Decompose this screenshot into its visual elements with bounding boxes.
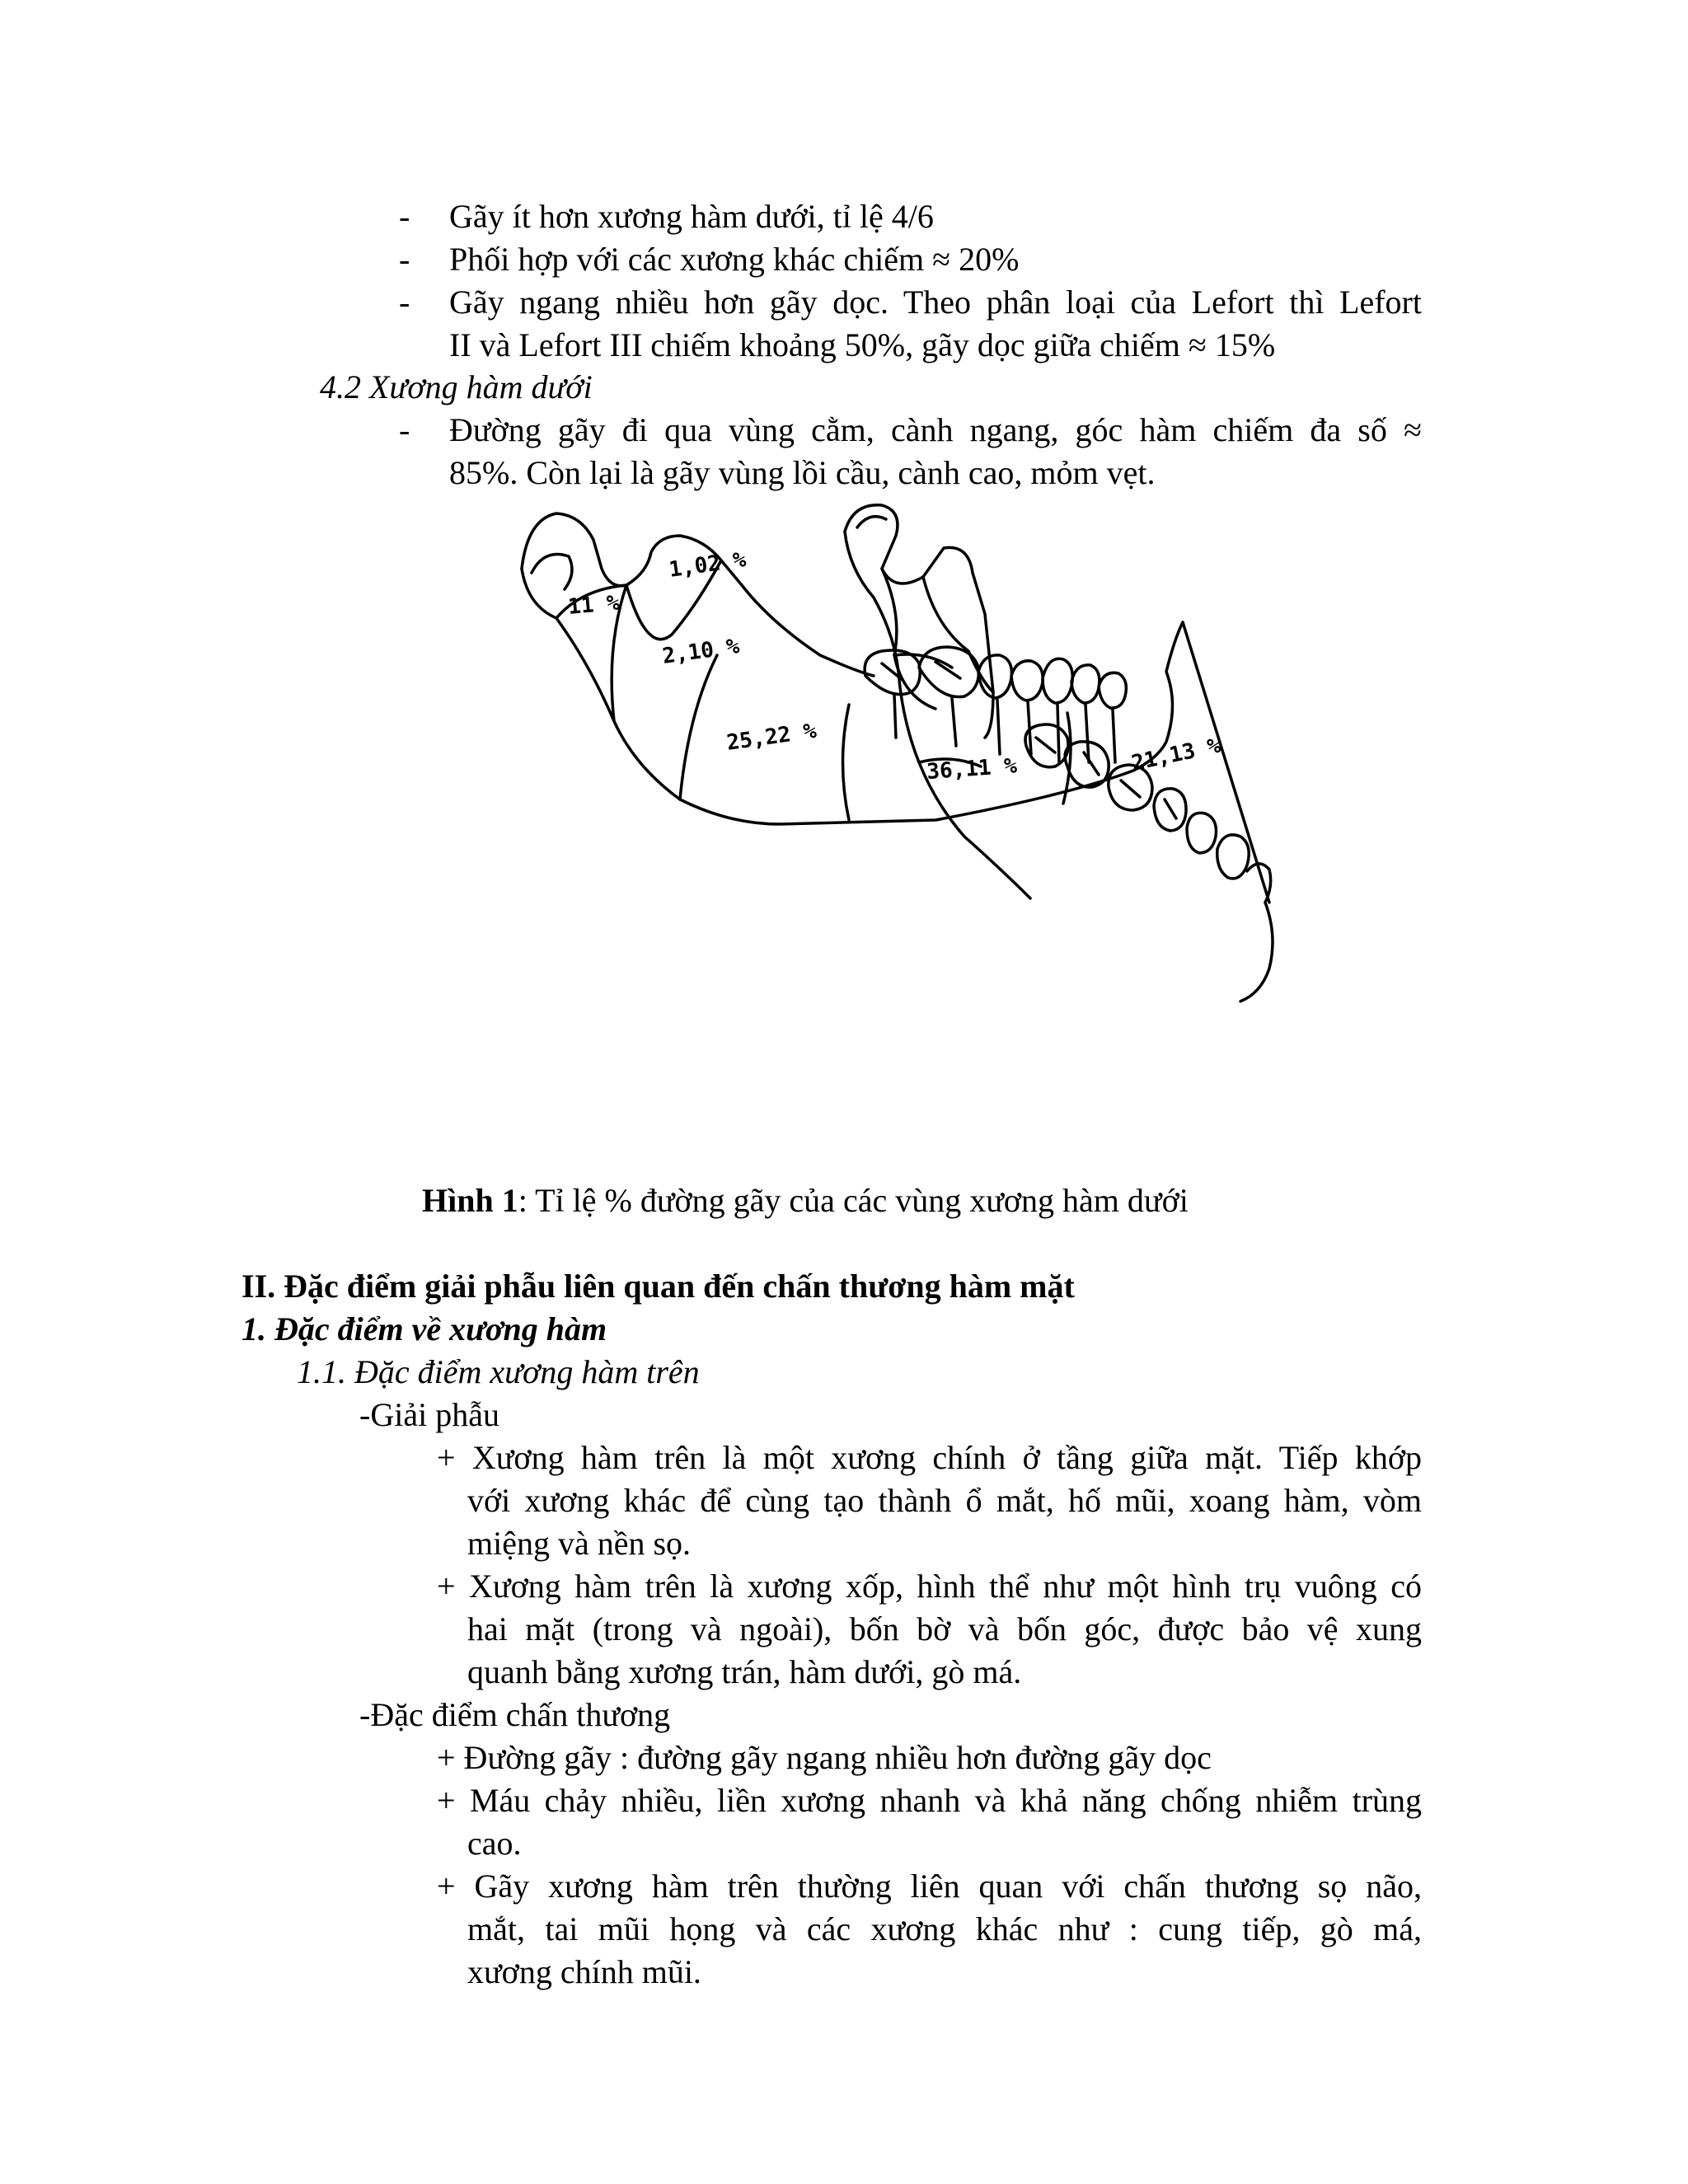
subsection-heading-mandible: 4.2 Xương hàm dưới <box>320 368 593 405</box>
anatomy-item-line: + Xương hàm trên là xương xốp, hình thể như một hình trụ vuông có <box>437 1568 1422 1605</box>
body-fracture-line-2 <box>843 705 850 820</box>
anatomy-item-line: miệng và nền sọ. <box>467 1525 692 1562</box>
bullet-dash: - <box>399 284 410 321</box>
mandible-front-chin <box>1183 622 1273 1001</box>
bullet-text: 85%. Còn lại là gãy vùng lồi cầu, cành cao, mỏm vẹt. <box>449 454 1156 491</box>
lower-premolar-2 <box>1011 661 1043 701</box>
lower-canine <box>1043 658 1072 703</box>
injury-heading: -Đặc điểm chấn thương <box>359 1696 671 1733</box>
bullet-dash: - <box>399 241 410 278</box>
anatomy-item-line: hai mặt (trong và ngoài), bốn bờ và bốn góc, được bảo vệ xung <box>467 1610 1422 1647</box>
figure-caption <box>422 1180 1189 1221</box>
injury-item-line: mắt, tai mũi họng và các xương khác như : cung tiếp, gò má, <box>467 1910 1422 1947</box>
label-ramus: 2,10 % <box>660 634 741 669</box>
anatomy-item-line: quanh bằng xương trán, hàm dưới, gò má. <box>467 1653 1022 1690</box>
injury-item-line: + Máu chảy nhiều, liền xương nhanh và khả năng chống nhiễm trùng <box>437 1782 1422 1819</box>
bullet-dash: - <box>399 198 410 235</box>
injury-item-line: + Đường gãy : đường gãy ngang nhiều hơn đường gãy dọc <box>437 1739 1212 1776</box>
right-ramus-front-edge <box>845 532 1030 898</box>
bullet-text: Gãy ít hơn xương hàm dưới, tỉ lệ 4/6 <box>449 198 934 235</box>
lower-incisor-2 <box>1099 673 1126 708</box>
bullet-text: II và Lefort III chiếm khoảng 50%, gãy dọc giữa chiếm ≈ 15% <box>449 326 1276 363</box>
bullet-text: Gãy ngang nhiều hơn gãy dọc. Theo phân loại của Lefort thì Lefort <box>449 284 1422 321</box>
figure-caption-label: Hình 1 <box>422 1182 518 1219</box>
label-angle: 25,22 % <box>724 718 818 756</box>
label-coronoid: 1,02 % <box>667 547 748 583</box>
mandible-fracture-figure <box>507 490 1286 1141</box>
bullet-text: Phối hợp với các xương khác chiếm ≈ 20% <box>449 241 1020 278</box>
bullet-dash: - <box>399 411 410 448</box>
anatomy-item-line: + Xương hàm trên là một xương chính ở tầng giữa mặt. Tiếp khớp <box>437 1439 1422 1476</box>
section-heading: II. Đặc điểm giải phẫu liên quan đến chấn thương hàm mặt <box>241 1268 1075 1305</box>
anatomy-item-line: với xương khác để cùng tạo thành ổ mắt, hố mũi, xoang hàm, vòm <box>467 1482 1422 1519</box>
injury-item-line: xương chính mũi. <box>467 1953 701 1990</box>
lower-incisor-1 <box>1071 665 1100 703</box>
left-condyle <box>532 555 572 590</box>
figure-caption-text: : Tỉ lệ % đường gãy của các vùng xương hàm dưới <box>518 1182 1189 1219</box>
injury-item-line: + Gãy xương hàm trên thường liên quan với chấn thương sọ não, <box>437 1868 1422 1905</box>
right-ramus-fracture-2 <box>923 577 993 692</box>
lower-premolar-1 <box>978 655 1011 698</box>
right-premolar-2 <box>1187 813 1216 853</box>
bullet-text: Đường gãy đi qua vùng cằm, cành ngang, góc hàm chiếm đa số ≈ <box>449 411 1422 448</box>
subsubsection-heading: 1.1. Đặc điểm xương hàm trên <box>297 1353 700 1390</box>
right-canine <box>1217 835 1249 879</box>
label-condyle: 11 % <box>566 590 621 620</box>
anatomy-heading: -Giải phẫu <box>359 1396 499 1433</box>
right-ramus-outline <box>845 505 993 738</box>
label-chin: 21,13 % <box>1129 733 1223 776</box>
label-body: 36,11 % <box>926 753 1018 785</box>
subsection-heading: 1. Đặc điểm về xương hàm <box>241 1310 607 1347</box>
right-condyle <box>857 517 886 527</box>
injury-item-line: cao. <box>467 1825 522 1862</box>
body-fracture-line-1 <box>680 655 717 799</box>
